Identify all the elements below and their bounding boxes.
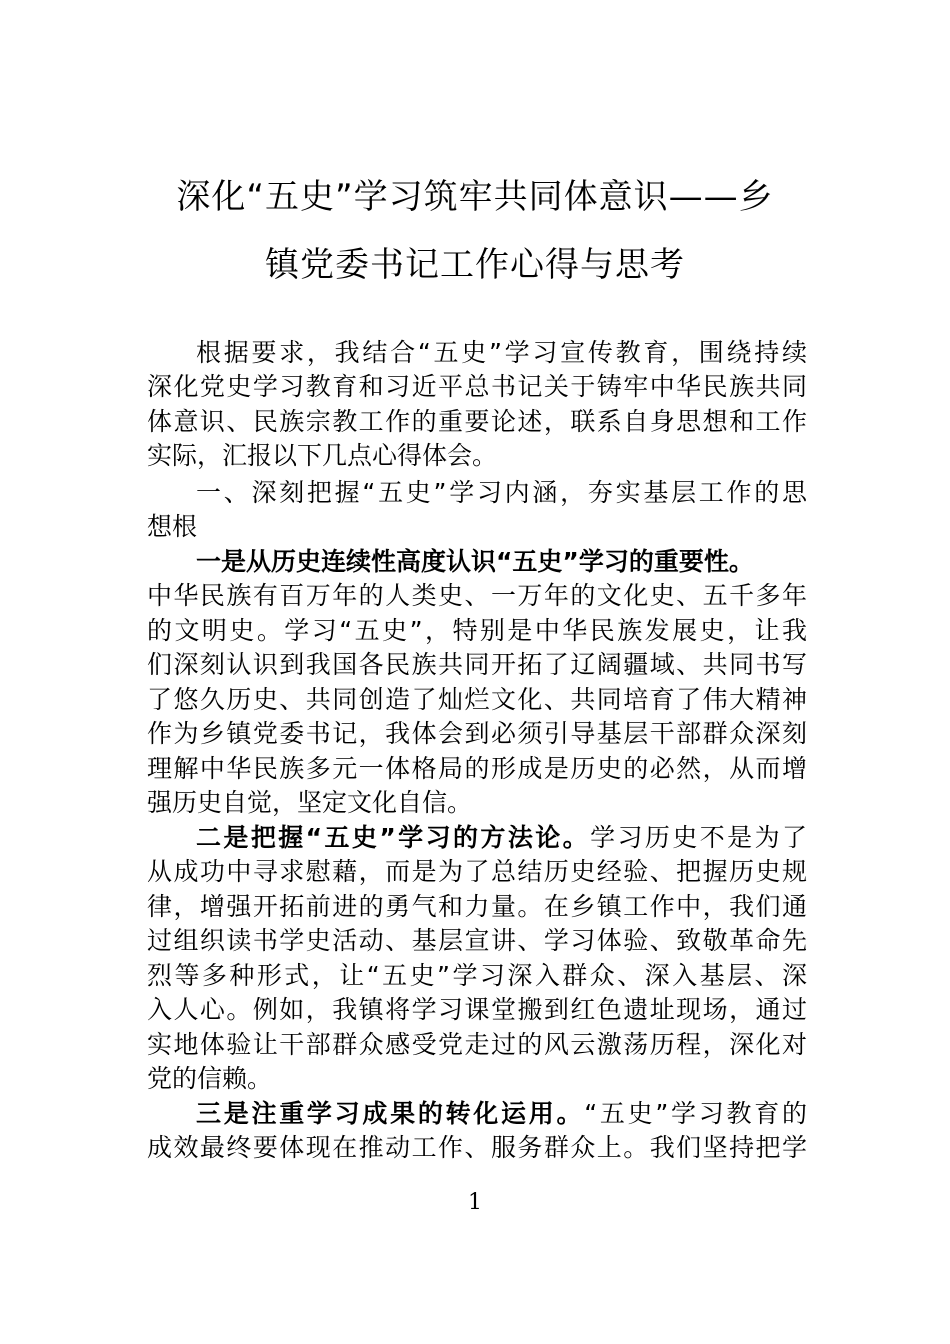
point1-heading: 一是从历史连续性高度认识“五史”学习的重要性。 bbox=[196, 547, 754, 576]
point1-line-2: 的文明史。学习“五史”，特别是中华民族发展史，让我 bbox=[147, 616, 807, 645]
section-heading-line-2: 想根 bbox=[147, 512, 198, 541]
point1-line-7: 强历史自觉，坚定文化自信。 bbox=[147, 788, 473, 817]
point2-line-5: 入人心。例如，我镇将学习课堂搬到红色遗址现场，通过 bbox=[147, 995, 807, 1024]
point2-line-3: 过组织读书学史活动、基层宣讲、学习体验、致敬革命先 bbox=[147, 926, 807, 955]
point2-line-2: 律，增强开拓前进的勇气和力量。在乡镇工作中，我们通 bbox=[147, 892, 807, 921]
point2-line-1: 从成功中寻求慰藉，而是为了总结历史经验、把握历史规 bbox=[147, 857, 807, 886]
section-heading-line-1: 一、深刻把握“五史”学习内涵，夯实基层工作的思 bbox=[196, 478, 807, 507]
title-line-2: 镇党委书记工作心得与思考 bbox=[265, 245, 685, 285]
point3-heading: 三是注重学习成果的转化运用。 bbox=[196, 1099, 585, 1128]
point2-line-7: 党的信赖。 bbox=[147, 1064, 273, 1093]
point3-line-1: 成效最终要体现在推动工作、服务群众上。我们坚持把学 bbox=[147, 1133, 807, 1162]
point2-first-line-rest: 学习历史不是为了 bbox=[590, 823, 807, 852]
point3-first-line bbox=[196, 1097, 807, 1131]
intro-line-1: 根据要求，我结合“五史”学习宣传教育，围绕持续 bbox=[196, 338, 807, 367]
point2-line-6: 实地体验让干部群众感受党走过的风云激荡历程，深化对 bbox=[147, 1030, 807, 1059]
point2-heading: 二是把握“五史”学习的方法论。 bbox=[196, 823, 591, 852]
point2-line-4: 烈等多种形式，让“五史”学习深入群众、深入基层、深 bbox=[147, 961, 807, 990]
point1-line-6: 理解中华民族多元一体格局的形成是历史的必然，从而增 bbox=[147, 754, 807, 783]
title-line-1: 深化“五史”学习筑牢共同体意识——乡 bbox=[176, 177, 774, 217]
intro-line-3: 体意识、民族宗教工作的重要论述，联系自身思想和工作 bbox=[147, 407, 807, 436]
page-number: 1 bbox=[468, 1190, 482, 1215]
point2-first-line bbox=[196, 821, 807, 855]
point1-line-1: 中华民族有百万年的人类史、一万年的文化史、五千多年 bbox=[147, 581, 807, 610]
point1-line-4: 了悠久历史、共同创造了灿烂文化、共同培育了伟大精神 bbox=[147, 685, 807, 714]
point1-line-5: 作为乡镇党委书记，我体会到必须引导基层干部群众深刻 bbox=[147, 719, 807, 748]
intro-line-2: 深化党史学习教育和习近平总书记关于铸牢中华民族共同 bbox=[147, 372, 807, 401]
intro-line-4: 实际，汇报以下几点心得体会。 bbox=[147, 441, 498, 470]
point1-line-3: 们深刻认识到我国各民族共同开拓了辽阔疆域、共同书写 bbox=[147, 650, 807, 679]
point3-first-line-rest: “五史”学习教育的 bbox=[584, 1099, 807, 1128]
